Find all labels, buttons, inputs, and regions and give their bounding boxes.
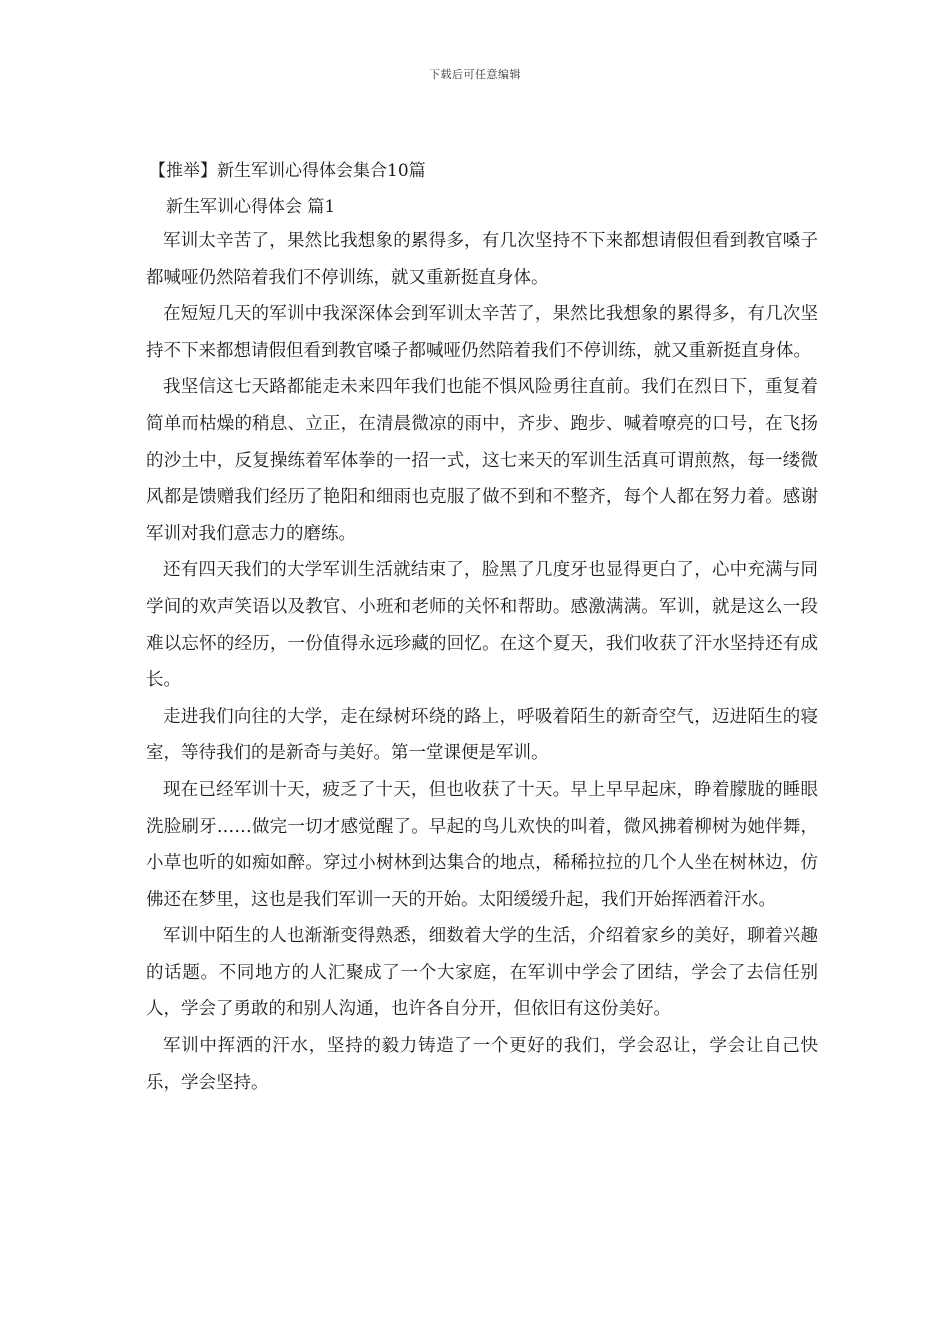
- paragraph-7: 军训中陌生的人也渐渐变得熟悉，细数着大学的生活，介绍着家乡的美好，聊着兴趣的话题。不同地方的人汇聚成了一个大家庭，在军训中学会了团结，学会了去信任别人，学会了勇敢的和别人沟通，也许各自分开，但依旧有这份美好。: [146, 926, 818, 1020]
- paragraph-3: 我坚信这七天路都能走未来四年我们也能不惧风险勇往直前。我们在烈日下，重复着简单而枯燥的稍息、立正，在清晨微凉的雨中，齐步、跑步、喊着嘹亮的口号，在飞扬的沙土中，反复操练着军体拳的一招一式，这七来天的军训生活真可谓煎熬，每一缕微风都是馈赠我们经历了艳阳和细雨也克服了做不到和不整齐，每个人都在努力着。感谢军训对我们意志力的磨练。: [146, 377, 818, 544]
- section-title: 新生军训心得体会 篇1: [166, 197, 336, 217]
- paragraph-8: 军训中挥洒的汗水，坚持的毅力铸造了一个更好的我们，学会忍让，学会让自己快乐，学会坚持。: [146, 1036, 818, 1093]
- header-note: 下载后可任意编辑: [429, 68, 521, 81]
- document-title: 【推举】新生军训心得体会集合10篇: [149, 161, 426, 181]
- document-body: [146, 155, 818, 1101]
- paragraph-6: 现在已经军训十天，疲乏了十天，但也收获了十天。早上早早起床，睁着朦胧的睡眼洗脸刷牙……做完一切才感觉醒了。早起的鸟儿欢快的叫着，微风拂着柳树为她伴舞，小草也听的如痴如醉。穿过小树林到达集合的地点，稀稀拉拉的几个人坐在树林边，仿佛还在梦里，这也是我们军训一天的开始。太阳缓缓升起，我们开始挥洒着汗水。: [146, 779, 818, 910]
- paragraph-4: 还有四天我们的大学军训生活就结束了，脸黑了几度牙也显得更白了，心中充满与同学间的欢声笑语以及教官、小班和老师的关怀和帮助。感激满满。军训，就是这么一段难以忘怀的经历，一份值得永远珍藏的回忆。在这个夏天，我们收获了汗水坚持还有成长。: [146, 560, 818, 691]
- paragraph-1: 军训太辛苦了，果然比我想象的累得多，有几次坚持不下来都想请假但看到教官嗓子都喊哑仍然陪着我们不停训练，就又重新挺直身体。: [146, 231, 818, 288]
- paragraph-5: 走进我们向往的大学，走在绿树环绕的路上，呼吸着陌生的新奇空气，迈进陌生的寝室，等待我们的是新奇与美好。第一堂课便是军训。: [146, 706, 818, 764]
- paragraph-2: 在短短几天的军训中我深深体会到军训太辛苦了，果然比我想象的累得多，有几次坚持不下来都想请假但看到教官嗓子都喊哑仍然陪着我们不停训练，就又重新挺直身体。: [146, 304, 818, 361]
